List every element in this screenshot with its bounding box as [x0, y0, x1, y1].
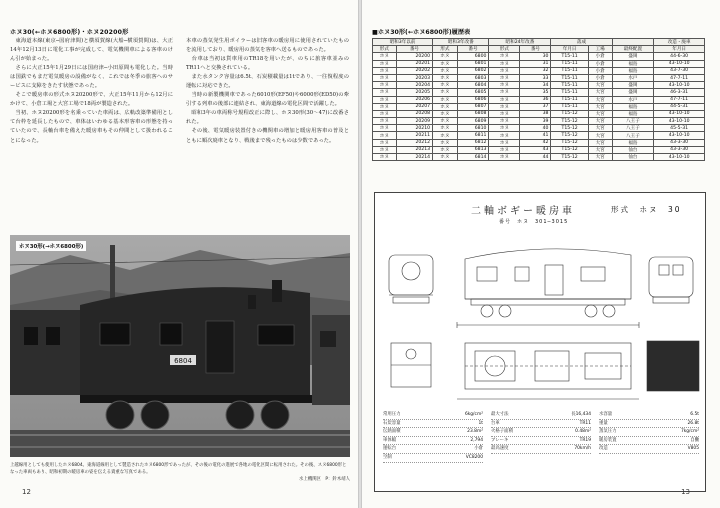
table-row [373, 139, 705, 146]
table-cell: 6811 [457, 132, 489, 139]
table-cell: T15-12 [551, 132, 588, 139]
table-cell: 43-10-10 [654, 132, 705, 139]
table-cell: ホヌ [373, 110, 397, 117]
left-page [0, 0, 358, 508]
table-cell: 大宮 [588, 110, 612, 117]
table-cell: 44-6-30 [654, 53, 705, 60]
railcar-photo [10, 235, 350, 457]
spec-label: 重量 [599, 420, 608, 426]
table-cell: 大宮 [588, 96, 612, 103]
spec-label: 火格子面積 [491, 429, 513, 435]
table-cell: 39 [520, 118, 551, 125]
table-cell: 八王子 [612, 132, 654, 139]
table-row [373, 103, 705, 110]
spec-label: 最大寸法 [491, 412, 509, 417]
table-cell: ホヌ [433, 110, 458, 117]
table-cell: ホヌ [489, 110, 520, 117]
table-cell: ホヌ [489, 103, 520, 110]
table-cell: ホヌ [489, 67, 520, 74]
table-cell: 36 [520, 96, 551, 103]
table-cell: ホヌ [433, 74, 458, 81]
text-column-2 [186, 37, 349, 227]
table-cell: ホヌ [373, 154, 397, 161]
spec-list [383, 411, 699, 463]
table-cell: 46-3-31 [654, 89, 705, 96]
spec-value: V805 [687, 446, 699, 452]
table-cell: 盛岡 [612, 82, 654, 89]
table-cell: 仙台 [612, 154, 654, 161]
photo-label: ホヌ30形(→ホヌ6800形) [16, 241, 86, 251]
spec-value: 1t [478, 420, 483, 426]
drawing-linework [375, 233, 706, 409]
right-page [362, 0, 720, 508]
spec-label: 台車 [491, 420, 500, 426]
table-cell: 34 [520, 82, 551, 89]
table-cell: ホヌ [433, 118, 458, 125]
table-cell: T15-11 [551, 82, 588, 89]
photo-caption [10, 462, 350, 484]
table-cell: 6802 [457, 67, 489, 74]
table-header-row [373, 46, 705, 53]
table-cell: 大宮 [588, 89, 612, 96]
table-row [373, 67, 705, 74]
table-cell: 6801 [457, 60, 489, 67]
table-cell: 水戸 [612, 74, 654, 81]
table-cell: 盛岡 [612, 53, 654, 60]
spec-label: 水容量 [599, 412, 613, 417]
table-cell: 20208 [396, 110, 432, 117]
table-cell: ホヌ [489, 125, 520, 132]
spec-row [491, 445, 591, 454]
table-row [373, 132, 705, 139]
spec-row [491, 428, 591, 437]
table-cell: 20211 [396, 132, 432, 139]
table-cell: 20204 [396, 82, 432, 89]
table-cell: T15-12 [551, 146, 588, 153]
paragraph: さらに大正15年1月29日には国府津─小田原間も電化した。当時は国鉄でもまだ電気暖房の設備がなく、これでは冬季の旅客へのサービスに支障をきたす状態であった。 [10, 65, 173, 90]
table-group-header-row [373, 39, 705, 46]
table-cell: 32 [520, 67, 551, 74]
table-cell: 小倉 [588, 60, 612, 67]
table-cell: 44 [520, 154, 551, 161]
spec-row [491, 411, 591, 420]
table-cell: ホヌ [433, 103, 458, 110]
table-cell: 43-10-10 [654, 60, 705, 67]
table-cell: 20210 [396, 125, 432, 132]
table-cell: T15-11 [551, 89, 588, 96]
table-cell: ホヌ [489, 89, 520, 96]
table-cell: ホヌ [433, 125, 458, 132]
article-heading: ホヌ30(←ホヌ6800形)・ホヌ20200形 [10, 29, 129, 36]
table-cell: ホヌ [489, 154, 520, 161]
table-cell: ホヌ [373, 60, 397, 67]
paragraph: そこで暖房車の形式ホヌ20200形で、大正15年11月から12月にかけて、小倉工場と大宮工場で18両が製造された。 [10, 92, 173, 108]
table-cell: 43-3-30 [654, 146, 705, 153]
table-row [373, 60, 705, 67]
spec-value: 小倉 [474, 446, 483, 452]
table-cell: 44-5-31 [654, 103, 705, 110]
caption-text: 上越線用としても使用したホヌ6804。東海道線用として製造されたホヌ6800形であったが、その後の電化の進展で各地の電化区間に転用された。その後、スヌ6800形となった車両もあり、昭和初期の暖房車の姿を伝える貴重な写真である。 [10, 463, 347, 476]
table-cell: ホヌ [433, 146, 458, 153]
table-cell: 福島 [612, 139, 654, 146]
spec-value: TR19 [579, 437, 591, 443]
table-cell: 6812 [457, 139, 489, 146]
table-cell: ホヌ [373, 103, 397, 110]
table-cell: 盛岡 [612, 89, 654, 96]
table-cell: 20203 [396, 74, 432, 81]
table-cell: 大宮 [588, 154, 612, 161]
spec-row [599, 445, 699, 454]
spec-row [599, 428, 699, 437]
table-cell: ホヌ [489, 139, 520, 146]
table-cell: T15-11 [551, 67, 588, 74]
photo-credit: 水上機関区 P：鈴木靖人 [299, 477, 350, 483]
paragraph: 本車の蒸気発生用ボイラーは旧客車の暖房用に使用されていたものを流用しており、暖房用の蒸気を客車へ送るものであった。 [186, 38, 349, 54]
table-cell: ホヌ [489, 82, 520, 89]
table-cell: 43-7-30 [654, 67, 705, 74]
table-cell: ホヌ [373, 96, 397, 103]
table-cell: ホヌ [373, 67, 397, 74]
column-header: 番号 [457, 46, 489, 53]
column-header: 形式 [433, 46, 458, 53]
table-cell: 43-10-10 [654, 154, 705, 161]
drawing-title: 二軸ボギー暖房車 [471, 206, 575, 217]
group-header: 改造・廃車 [654, 39, 705, 46]
spec-value: 長16,434 [571, 412, 591, 417]
paragraph: 東海道本線(東京─国府津間)と横須賀線(大船─横須賀間)は、大正14年12月13日に電化工事が完成して、電気機関車による客車のけん引が始まった。 [10, 38, 173, 63]
paragraph: 当時の新製機関車であった6010形(EF50)や6000形(ED50)の牽引する列車の後部に連結され、東海道線の電化区間で活躍した。 [186, 92, 349, 108]
spec-value: 70km/h [574, 446, 591, 452]
column-header: 形式 [373, 46, 397, 53]
table-cell: ホヌ [373, 118, 397, 125]
table-cell: 35 [520, 89, 551, 96]
table-cell: ホヌ [373, 89, 397, 96]
spec-row [599, 437, 699, 446]
table-row [373, 89, 705, 96]
table-cell: 20200 [396, 53, 432, 60]
table-cell: 47-7-11 [654, 96, 705, 103]
spec-value: 2,794 [470, 437, 483, 443]
spec-row [383, 428, 483, 437]
table-cell: 20201 [396, 60, 432, 67]
table-cell: 20209 [396, 118, 432, 125]
table-cell: 大宮 [588, 139, 612, 146]
spec-label: 改造 [599, 446, 608, 452]
table-row [373, 82, 705, 89]
table-cell: 八王子 [612, 118, 654, 125]
table-cell: 45-5-31 [654, 125, 705, 132]
table-cell: 43-10-10 [654, 118, 705, 125]
column-header: 年月日 [654, 46, 705, 53]
spec-row [383, 454, 483, 463]
table-cell: T15-12 [551, 118, 588, 125]
table-cell: 20202 [396, 67, 432, 74]
paragraph: 当初、ホヌ20200形を名乗っていた車両は、広軌改築準備用として台枠を延長したもので、車体はいわゆる基本形客車の形態を持っていたので、長軸台車を備えた暖房車もその仲間として扱われることになった。 [10, 110, 173, 144]
table-cell: ホヌ [489, 132, 520, 139]
paragraph: 台車は当初は貨車用のTR18を用いたが、のちに旅客車並みのTR11へと交換されている。 [186, 56, 349, 72]
spec-value: VC8200 [465, 454, 483, 460]
table-cell: 47-7-11 [654, 74, 705, 81]
table-cell: 福島 [612, 60, 654, 67]
table-cell: 福島 [612, 103, 654, 110]
table-cell: 小倉 [588, 53, 612, 60]
table-cell: ホヌ [489, 53, 520, 60]
spec-row [383, 445, 483, 454]
table-cell: ホヌ [489, 74, 520, 81]
table-cell: ホヌ [373, 146, 397, 153]
drawing-model: 形式 ホヌ 30 [611, 205, 682, 214]
spec-value: 7kg/cm² [680, 429, 699, 435]
spec-row [383, 420, 483, 429]
table-cell: ホヌ [373, 139, 397, 146]
technical-drawing [374, 192, 706, 492]
table-cell: ホヌ [433, 82, 458, 89]
table-cell: 6803 [457, 74, 489, 81]
spec-value: 6.5t [690, 412, 699, 417]
spec-value: 自働 [690, 437, 699, 443]
table-cell: 42 [520, 139, 551, 146]
table-cell: 大宮 [588, 132, 612, 139]
table-cell: 20213 [396, 146, 432, 153]
table-cell: ホヌ [433, 60, 458, 67]
group-header [612, 39, 654, 46]
spec-label: 暖房装置 [599, 437, 617, 443]
spec-value: 23.8m² [467, 429, 483, 435]
table-row [373, 146, 705, 153]
group-header: 昭和3年改番 [433, 39, 489, 46]
table-cell: ホヌ [489, 96, 520, 103]
table-cell: 仙台 [612, 146, 654, 153]
spec-value: 6kg/cm² [464, 412, 483, 417]
text-column-1 [10, 37, 173, 245]
table-row [373, 96, 705, 103]
spec-label: 石炭容量 [383, 420, 401, 426]
table-cell: 43-10-10 [654, 110, 705, 117]
table-cell: 6814 [457, 154, 489, 161]
table-cell: T15-11 [551, 103, 588, 110]
table-cell: 20205 [396, 89, 432, 96]
table-cell: ホヌ [433, 96, 458, 103]
group-header: 昭和3年以前 [373, 39, 433, 46]
column-header: 番号 [396, 46, 432, 53]
spec-label: 車体幅 [383, 437, 397, 443]
table-cell: ホヌ [433, 53, 458, 60]
table-title: ■ホヌ30形(←ホヌ6800形)履歴表 [372, 29, 471, 36]
spec-value: 0.48m² [575, 429, 591, 435]
table-cell: ホヌ [489, 60, 520, 67]
table-cell: 小倉 [588, 67, 612, 74]
spec-label: 伝熱面積 [383, 429, 401, 435]
table-cell: 20214 [396, 154, 432, 161]
table-cell: 6800 [457, 53, 489, 60]
paragraph: その後、電気暖房装置付きの機関車の増加と暖房用客車の普及とともに順次廃車となり、戦後まで残ったものは少数であった。 [186, 128, 349, 144]
table-row [373, 110, 705, 117]
table-cell: ホヌ [433, 89, 458, 96]
table-cell: ホヌ [489, 146, 520, 153]
table-row [373, 125, 705, 132]
spec-label: ブレーキ [491, 437, 509, 443]
table-cell: 20207 [396, 103, 432, 110]
roster-table [372, 38, 705, 161]
table-cell: 6810 [457, 125, 489, 132]
table-row [373, 74, 705, 81]
table-row [373, 53, 705, 60]
table-cell: 30 [520, 53, 551, 60]
spec-row [491, 420, 591, 429]
table-cell: 6805 [457, 89, 489, 96]
column-header: 最終配置 [612, 46, 654, 53]
spec-value: TR11 [579, 420, 591, 426]
table-cell: 6809 [457, 118, 489, 125]
table-cell: ホヌ [373, 53, 397, 60]
table-cell: 20212 [396, 139, 432, 146]
table-cell: 大宮 [588, 118, 612, 125]
spec-label: 蒸気圧力 [599, 429, 617, 435]
table-cell: T15-11 [551, 96, 588, 103]
table-cell: ホヌ [373, 125, 397, 132]
table-cell: 6808 [457, 110, 489, 117]
table-cell: 大宮 [588, 125, 612, 132]
spec-row [491, 437, 591, 446]
table-cell: 31 [520, 60, 551, 67]
table-cell: T15-11 [551, 60, 588, 67]
drawing-subtitle: 番号 ホヌ 301─3015 [499, 219, 569, 225]
table-cell: 6804 [457, 82, 489, 89]
spec-label: 常用圧力 [383, 412, 401, 417]
table-cell: 大宮 [588, 82, 612, 89]
table-cell: 八王子 [612, 125, 654, 132]
table-cell: T15-12 [551, 125, 588, 132]
table-row [373, 154, 705, 161]
page-number: 12 [22, 488, 31, 496]
table-cell: ホヌ [433, 139, 458, 146]
spec-label: 運転台 [383, 446, 397, 452]
table-cell: ホヌ [373, 74, 397, 81]
car-number-plate: 6804 [174, 357, 192, 365]
table-cell: 40 [520, 125, 551, 132]
group-header: 昭和24年改番 [489, 39, 551, 46]
photo-illustration [10, 235, 350, 457]
table-cell: 福島 [612, 67, 654, 74]
table-cell: 大宮 [588, 103, 612, 110]
table-row [373, 118, 705, 125]
table-cell: ホヌ [489, 118, 520, 125]
spec-row [599, 411, 699, 420]
table-cell: ホヌ [433, 132, 458, 139]
spec-value: 26.8t [687, 420, 699, 426]
table-cell: 20206 [396, 96, 432, 103]
column-header: 形式 [489, 46, 520, 53]
group-header: 落成 [551, 39, 612, 46]
spec-label: 最高速度 [491, 446, 509, 452]
spec-row [383, 437, 483, 446]
table-cell: 6807 [457, 103, 489, 110]
table-cell: T15-12 [551, 139, 588, 146]
column-header: 工場 [588, 46, 612, 53]
table-cell: 福島 [612, 110, 654, 117]
table-cell: T15-12 [551, 110, 588, 117]
table-cell: 43-10-10 [654, 82, 705, 89]
table-cell: T15-12 [551, 154, 588, 161]
table-cell: 41 [520, 132, 551, 139]
paragraph: また水タンク容量は6.5t、石炭積載量は1tであり、一往復程度の運転に対応できた。 [186, 74, 349, 90]
table-cell: 37 [520, 103, 551, 110]
table-cell: T15-11 [551, 53, 588, 60]
table-cell: ホヌ [433, 154, 458, 161]
spec-row [383, 411, 483, 420]
table-cell: 6813 [457, 146, 489, 153]
table-cell: ホヌ [373, 82, 397, 89]
table-cell: 大宮 [588, 146, 612, 153]
table-cell: 33 [520, 74, 551, 81]
spec-label: 空制 [383, 454, 392, 460]
table-cell: T15-11 [551, 74, 588, 81]
table-cell: 43-3-30 [654, 139, 705, 146]
table-cell: 6806 [457, 96, 489, 103]
spec-row [599, 420, 699, 429]
column-header: 番号 [520, 46, 551, 53]
paragraph: 昭和3年の車両称号規程改正に際し、ホヌ30形(30〜47)に改番された。 [186, 110, 349, 126]
table-cell: 水戸 [612, 96, 654, 103]
roster-body [373, 53, 705, 161]
table-cell: 43 [520, 146, 551, 153]
page-number: 13 [681, 488, 690, 496]
column-header: 年月日 [551, 46, 588, 53]
table-cell: 38 [520, 110, 551, 117]
table-cell: ホヌ [433, 67, 458, 74]
table-cell: 小倉 [588, 74, 612, 81]
table-cell: ホヌ [373, 132, 397, 139]
